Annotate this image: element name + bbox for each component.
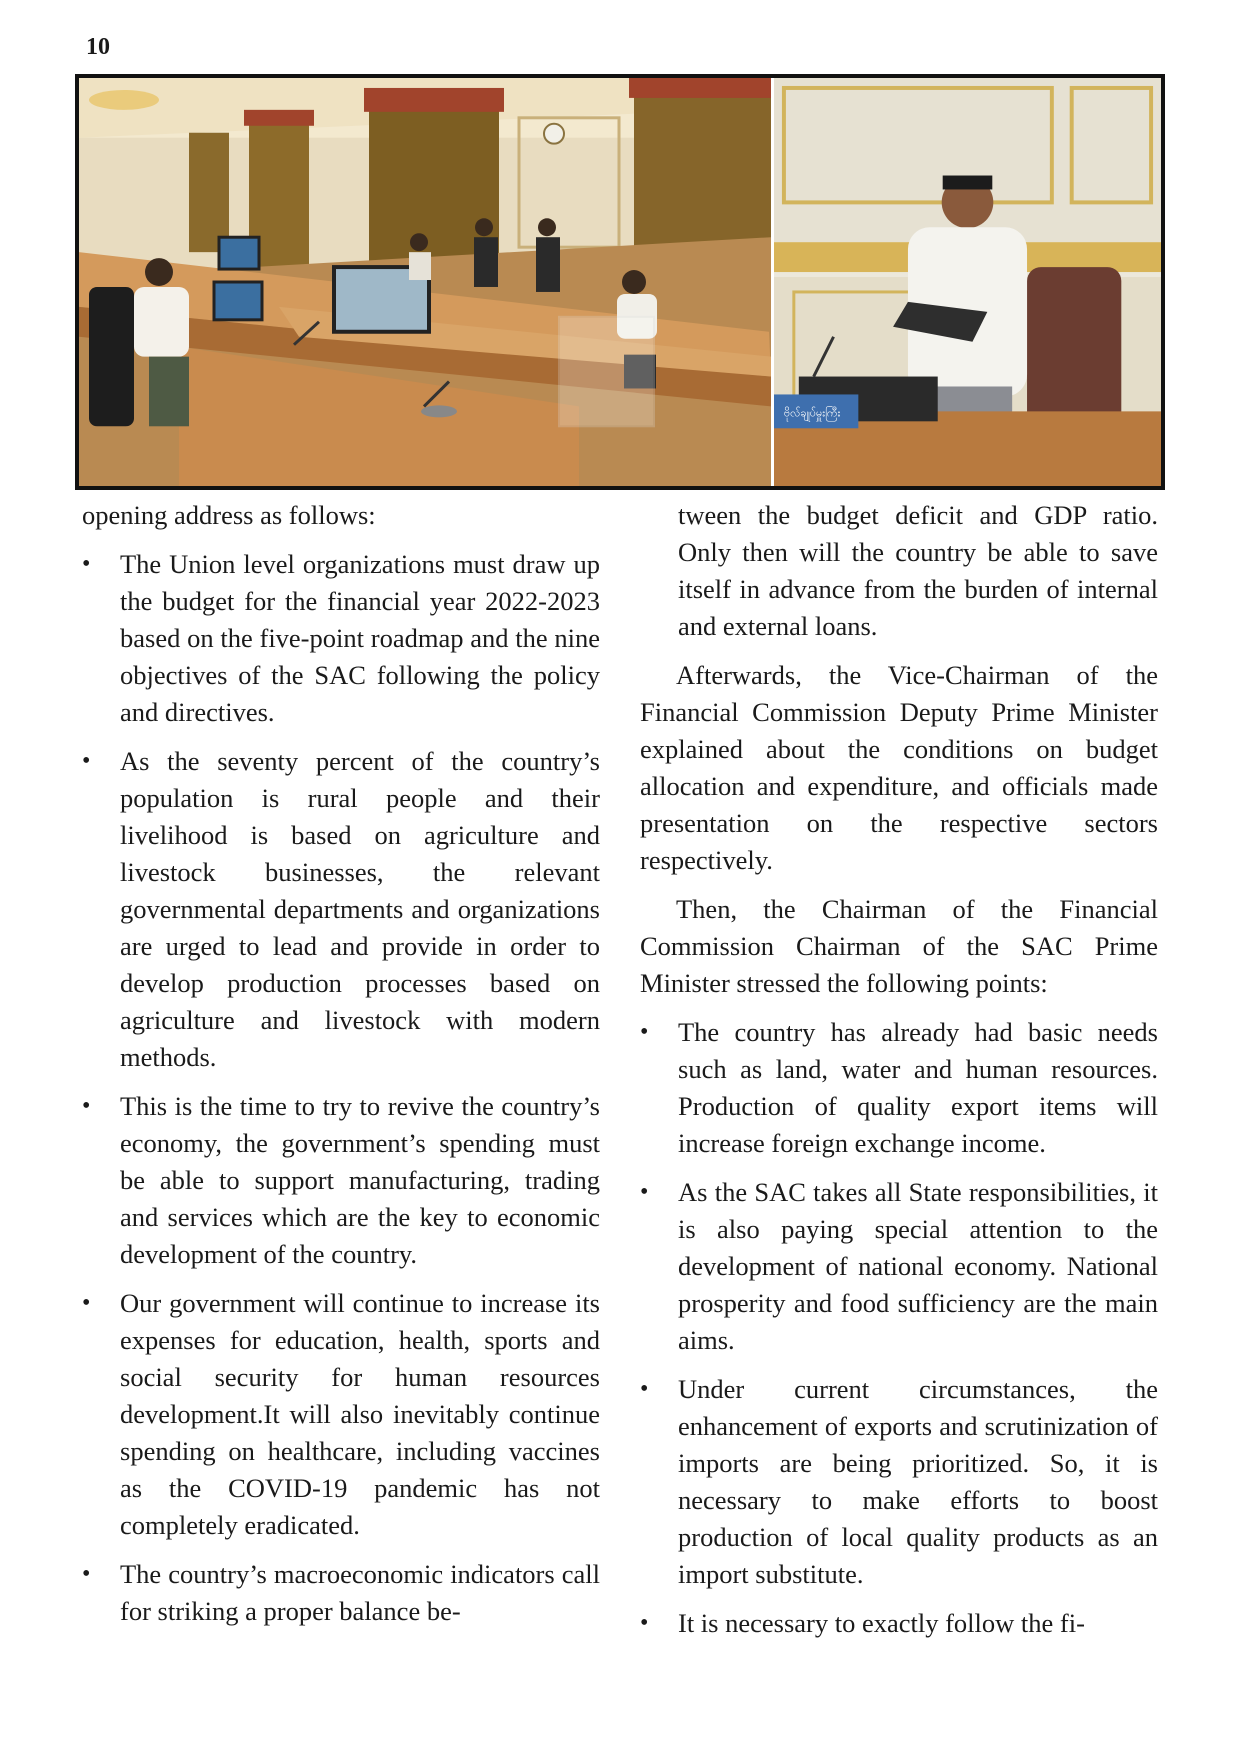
right-bullet-list bbox=[640, 1014, 1158, 1642]
list-item-text: As the SAC takes all State responsibilities, it is also paying special attention to the development of national economy. National prosperity and food sufficiency are the main aims. bbox=[678, 1177, 1158, 1355]
paragraph: Afterwards, the Vice-Chairman of the Financial Commission Deputy Prime Minister explained about the conditions on budget allocation and expenditure, and officials made presentation on the respective sectors respectively. bbox=[640, 660, 1158, 875]
list-item-text: Our government will continue to increase its expenses for education, health, sports and social security for human resources development.It will also inevitably continue spending on healthcare, including vaccines as the COVID-19 pandemic has not completely eradicated. bbox=[120, 1288, 600, 1540]
right-column bbox=[640, 497, 1158, 1654]
list-item bbox=[82, 1088, 600, 1273]
bullet-icon: • bbox=[640, 1019, 649, 1045]
list-item-text: It is necessary to exactly follow the fi- bbox=[678, 1608, 1085, 1638]
list-item-text: The Union level organizations must draw up the budget for the financial year 2022-2023 based on the five-point roadmap and the nine objectives of the SAC following the policy and directives. bbox=[120, 549, 600, 727]
photo-frame bbox=[75, 74, 1165, 490]
bullet-icon: • bbox=[640, 1179, 649, 1205]
list-item bbox=[82, 743, 600, 1076]
meeting-hall-photo bbox=[79, 78, 771, 486]
list-item bbox=[82, 1285, 600, 1544]
list-item-text: As the seventy percent of the country’s population is rural people and their livelihood is based on agriculture and livestock businesses, the relevant governmental departments and organizations are urged to lead and provide in order to develop production processes based on agriculture and livestock with modern methods. bbox=[120, 746, 600, 1072]
lead-text: opening address as follows: bbox=[82, 500, 376, 530]
list-item-text: The country has already had basic needs such as land, water and human resources. Production of quality export items will increase foreign exchange income. bbox=[678, 1017, 1158, 1158]
list-item-text: The country’s macroeconomic indicators call for striking a proper balance be- bbox=[120, 1559, 600, 1626]
left-bullet-list bbox=[82, 546, 600, 1630]
bullet-icon: • bbox=[82, 1093, 91, 1119]
bullet-icon: • bbox=[82, 748, 91, 774]
nameplate-text: ဗိုလ်ချုပ်မှူးကြီး bbox=[783, 406, 841, 420]
list-item bbox=[640, 1371, 1158, 1593]
continuation-text: tween the budget deficit and GDP ratio. Only then will the country be able to save itself in advance from the burden of internal and external loans. bbox=[678, 500, 1158, 641]
paragraph: Then, the Chairman of the Financial Commission Chairman of the SAC Prime Minister stressed the following points: bbox=[640, 894, 1158, 998]
chairman-speaking-photo bbox=[771, 78, 1161, 486]
list-item-text: Under current circumstances, the enhancement of exports and scrutinization of imports are being prioritized. So, it is necessary to make efforts to boost production of local quality products as an import substitute. bbox=[678, 1374, 1158, 1589]
bullet-icon: • bbox=[640, 1610, 649, 1636]
left-column bbox=[82, 497, 600, 1642]
speaker-illustration bbox=[774, 78, 1161, 486]
list-item bbox=[82, 546, 600, 731]
list-item bbox=[640, 1174, 1158, 1359]
list-item-text: This is the time to try to revive the country’s economy, the government’s spending must be able to support manufacturing, trading and services which are the key to economic development of the country. bbox=[120, 1091, 600, 1269]
bullet-icon: • bbox=[640, 1376, 649, 1402]
list-item bbox=[640, 1014, 1158, 1162]
bullet-icon: • bbox=[82, 551, 91, 577]
meeting-hall-illustration bbox=[79, 78, 771, 486]
page-number: 10 bbox=[86, 34, 110, 60]
bullet-icon: • bbox=[82, 1561, 91, 1587]
list-item bbox=[640, 1605, 1158, 1642]
bullet-icon: • bbox=[82, 1290, 91, 1316]
list-item bbox=[82, 1556, 600, 1630]
